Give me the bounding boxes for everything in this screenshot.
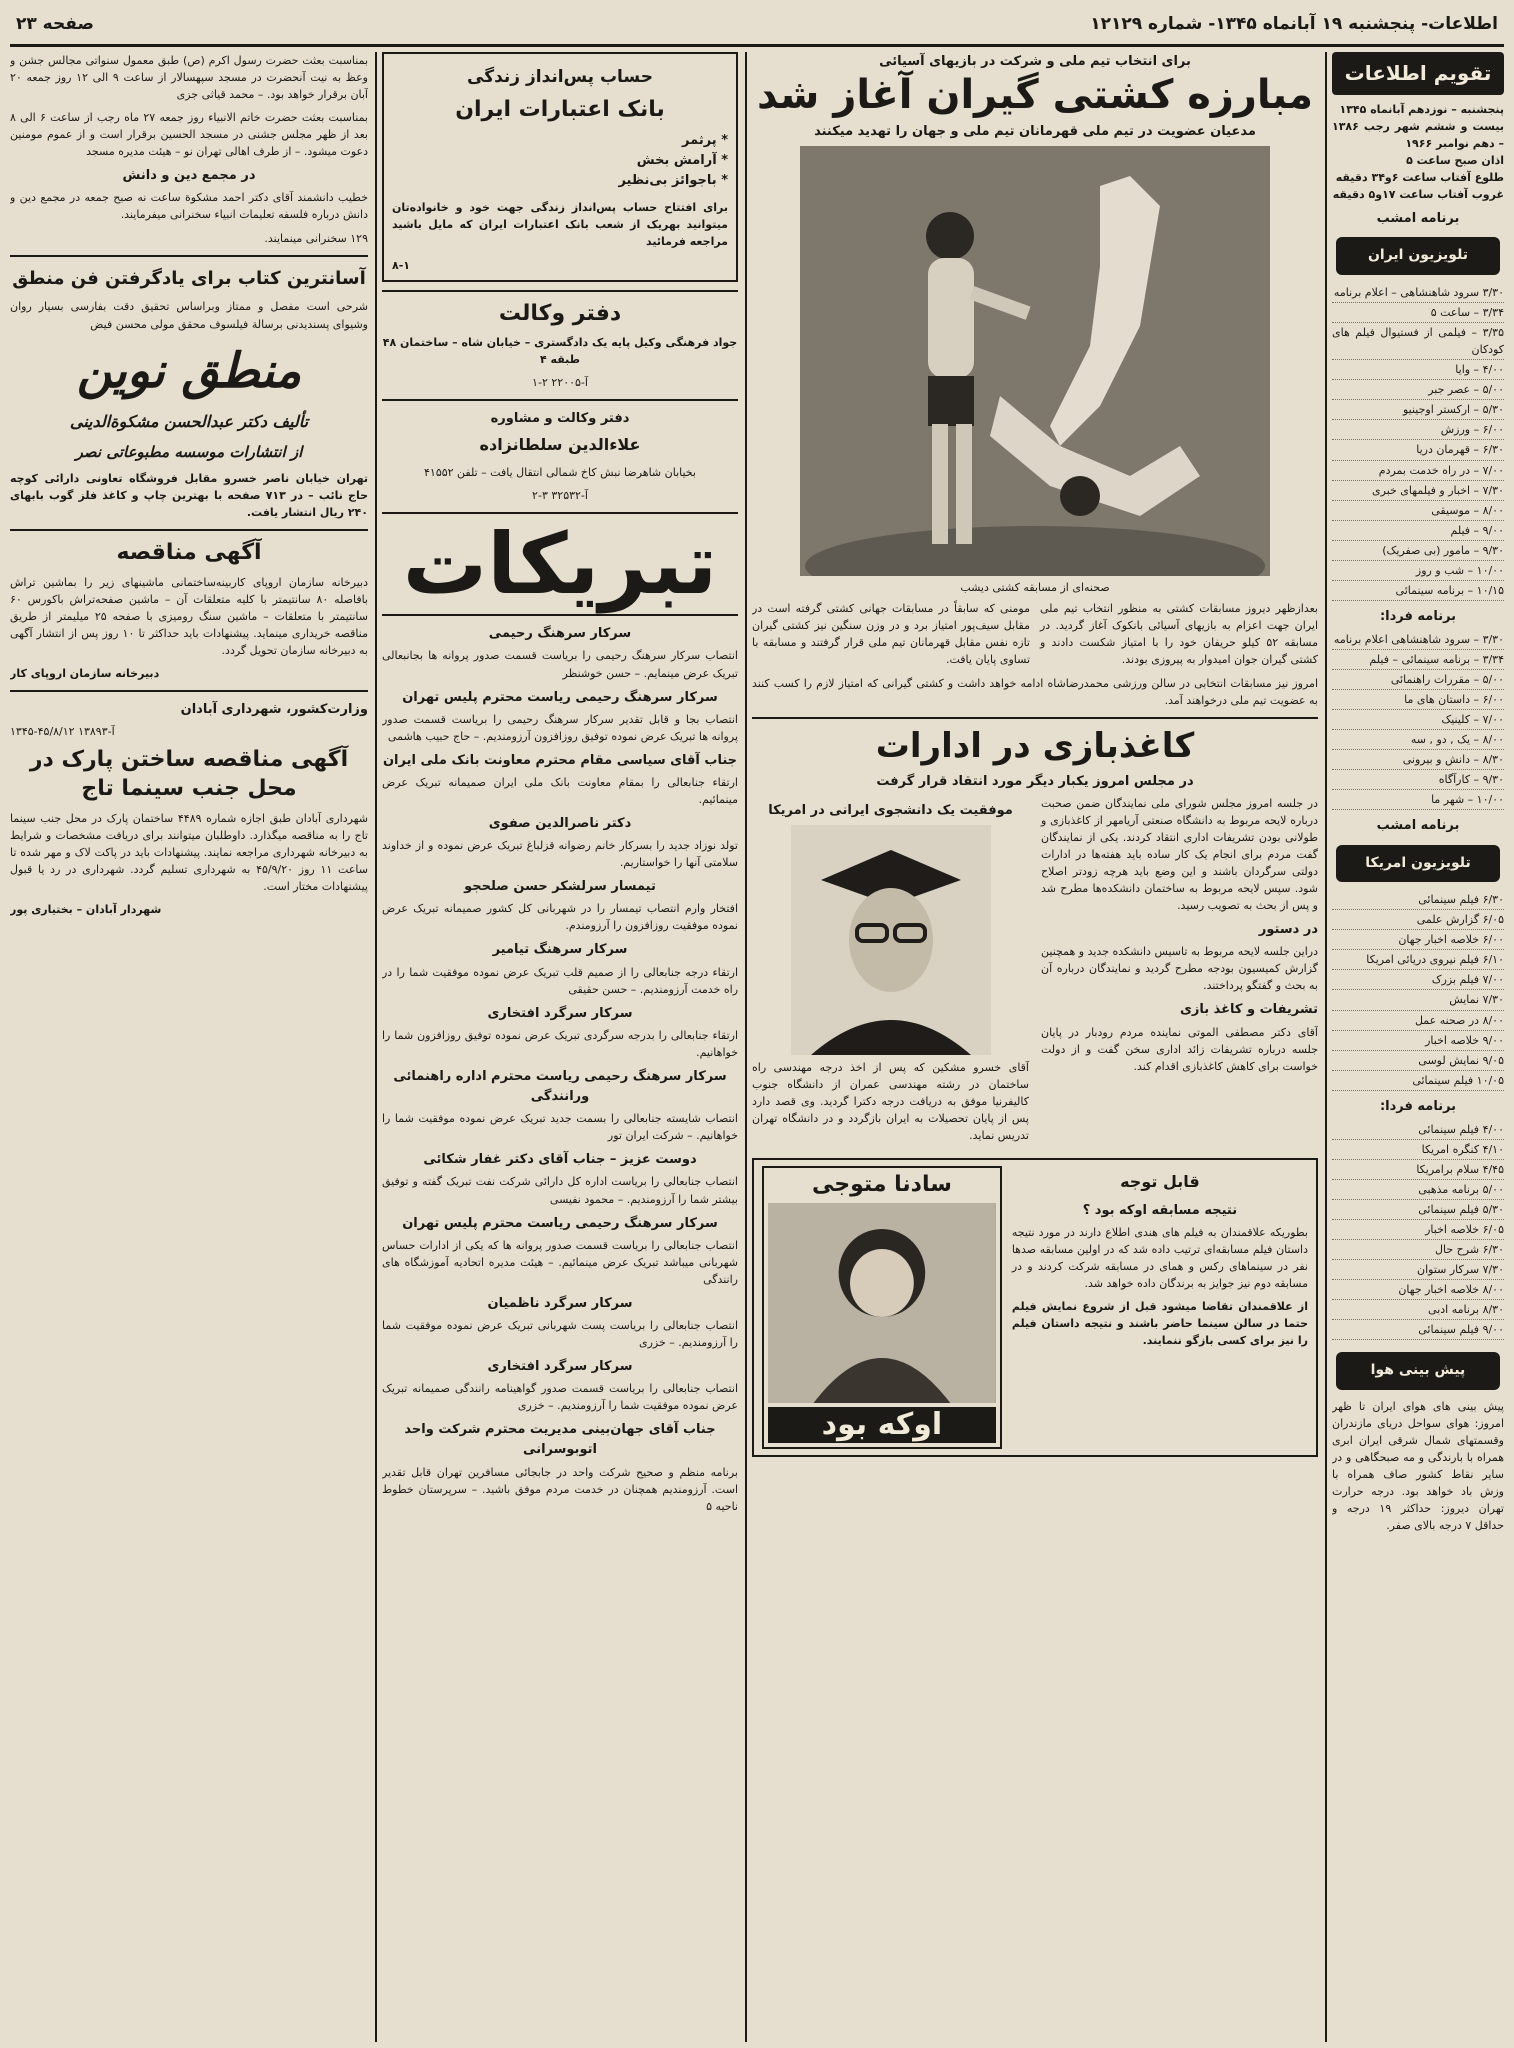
religion-notice-2: بمناسبت بعثت حضرت خاتم الانبیاء روز جمعه ۲۷ ماه رجب از ساعت ۶ الی ۸ بعد از ظهر مجلس جشنی در مسجد الحسین برقرار است و از عموم مومنین دعوت میشود. – از طرف اهالی تهران نو – هیئت مدیره مسجد [10, 111, 368, 159]
film-ad-name: اوکه بود [768, 1407, 996, 1443]
calendar-column [1332, 52, 1504, 2042]
paper-game-headline: کاغذبازی در ادارات [875, 725, 1195, 766]
list-item: ۷/۳۰ نمایش [1332, 990, 1504, 1010]
paper-game-sub2-body: آقای دکتر مصطفی الموتی نماینده مردم رودبار در پایان جلسه درباره تشریفات زائد اداری سخن گفت و از دولت خواست برای کاهش کاغذبازی اقدام کند. [1041, 1025, 1318, 1073]
list-item: ۳/۳۰ سرود شاهنشاهی – اعلام برنامه [1332, 283, 1504, 303]
tender2-ref: آ-۱۳۸۹۳ ۴۵/۸/۱۲-۱۳۴۵ [10, 725, 115, 739]
list-item: ۴/۰۰ – وایا [1332, 360, 1504, 380]
list-item: دکتر ناصرالدین صفوی تولد نوزاد جدید را بسرکار خانم رضوانه قزلباغ تبریک عرض نموده و از خداوند سلامتی آنها را خواستاریم. [382, 816, 738, 870]
paper-game-col-left [752, 795, 1029, 1150]
list-item: ۸/۳۰ – دانش و بیرونی [1332, 750, 1504, 770]
ads-column [382, 52, 738, 2042]
list-item: ۱۰/۰۵ فیلم سینمائی [1332, 1071, 1504, 1091]
list-item: ۱۰/۱۵ – برنامه سینمائی [1332, 581, 1504, 601]
book-name: منطق نوین [76, 342, 302, 399]
list-item: ۹/۰۰ خلاصه اخبار [1332, 1031, 1504, 1051]
lawyer-code2: آ-۳۲۵۳۲ ۳-۲ [532, 489, 588, 503]
list-item: ۵/۳۰ فیلم سینمائی [1332, 1200, 1504, 1220]
list-item: ۵/۰۰ – مقررات راهنمائی [1332, 670, 1504, 690]
list-item: ۷/۳۰ سرکار ستوان [1332, 1260, 1504, 1280]
congrats-title: تبریکات [402, 515, 718, 614]
calendar-date-block: پنجشنبه – نوزدهم آبانماه ۱۳۴۵ بیست و ششم شهر رجب ۱۳۸۶ – دهم نوامبر ۱۹۶۶ اذان صبح ساعت ۵ طلوع آفتاب ساعت ۶و۳۴ دقیقه غروب آفتاب ساعت ۱۷و۵ دقیقه [1332, 103, 1504, 202]
list-item: سرکار سرگرد افتخاری انتصاب جنابعالی را بریاست قسمت صدور گواهینامه رانندگی صمیمانه تبریک عرض نموده موفقیت شما را آرزومندیم. – خزری [382, 1359, 738, 1413]
wrestlers-image [800, 146, 1270, 576]
tender1-title: آگهی مناقصه [116, 540, 262, 566]
section-divider [10, 690, 368, 692]
list-item: ۵/۳۰ – ارکستر اوجینیو [1332, 400, 1504, 420]
iran-tv-tomorrow [1332, 630, 1504, 810]
paper-game-sub1: در دستور [1258, 922, 1318, 938]
list-item: ۸/۳۰ برنامه ادبی [1332, 1300, 1504, 1320]
list-item: ۶/۳۰ – قهرمان دریا [1332, 440, 1504, 460]
tender2-body: شهرداری آبادان طبق اجازه شماره ۴۴۸۹ ساختمان پارک در محل جنب سینما تاج را به مناقصه میگذارد. داوطلبان میتوانند برای دریافت مشخصات و شرایط به دبیرخانه شهرداری مراجعه نمایند. پیشنهادات باید در پاکت لاک و مهر شده تا ساعت ۱۱ روز ۴۵/۹/۲۰ به شهرداری تسلیم گردد. شهرداری در رد یا قبول پیشنهادات مختار است. [10, 811, 368, 893]
section-divider [382, 512, 738, 514]
list-item: ۹/۰۰ فیلم سینمائی [1332, 1320, 1504, 1340]
wrestling-body [752, 600, 1318, 674]
paper-game-col-right [1041, 795, 1318, 1150]
attention-text [1012, 1166, 1308, 1448]
section-divider [10, 255, 368, 257]
tomorrow-title: برنامه فردا: [1379, 608, 1457, 624]
list-item: سرکار سرهنگ تیامیر ارتقاء درجه جنابعالی را از صمیم قلب تبریک عرض نموده موفقیت شما را در راه خدمت آرزومندیم. – حسن حقیقی [382, 942, 738, 996]
lawyer-name2: علاءالدین سلطانزاده [479, 435, 641, 455]
religion-notice-3: خطیب دانشمند آقای دکتر احمد مشکوة ساعت نه صبح جمعه در مجمع دین و دانش درباره فلسفه تعلیمات انبیاء سخنرانی میفرمایند. [10, 191, 368, 222]
wrestling-kicker: برای انتخاب تیم ملی و شرکت در بازیهای آسیائی [879, 54, 1191, 69]
list-item: ۷/۳۰ – اخبار و فیلمهای خبری [1332, 481, 1504, 501]
tender2-org: وزارت‌کشور، شهرداری آبادان [180, 702, 368, 718]
list-item: ۴/۱۰ کنگره امریکا [1332, 1140, 1504, 1160]
list-item: ۴/۰۰ فیلم سینمائی [1332, 1120, 1504, 1140]
list-item: ۸/۰۰ در صحنه عمل [1332, 1011, 1504, 1031]
graduate-portrait [791, 825, 991, 1055]
bank-body: برای افتتاح حساب پس‌انداز زندگی جهت خود و خانواده‌تان میتوانید بهریک از شعب بانک اعتبارات ایران که مایل باشید مراجعه فرمائید [392, 201, 728, 249]
wrestling-text-right: بعدازظهر دیروز مسابقات کشتی به منظور انتخاب تیم ملی ایران جهت اعزام به بازیهای آسیائی بانکوک آغاز گردید. در مسابقه ۵۲ کیلو حریفان خود را با امتیاز شکست دادند و کشتی گیران جوان امیدوار به پیروزی بودند. [1040, 602, 1318, 667]
film-ad [762, 1166, 1002, 1448]
book-body: شرحی است مفصل و ممتاز وبراساس تحقیق دقت بفارسی بسیار روان وشیوای پسندیدنی برسالة فیلسوف محقق مولی محسن فیض [10, 300, 368, 331]
section-divider [382, 399, 738, 401]
film-ad-title: سادنا متوجی [811, 1172, 952, 1198]
tender2-title: آگهی مناقصه ساختن پارک در محل جنب سینما تاج [29, 747, 349, 801]
bank-code: ۸-۱ [392, 258, 410, 272]
list-item: ۹/۳۰ – کارآگاه [1332, 770, 1504, 790]
list-item: سرکار سرهنگ رحیمی انتصاب سرکار سرهنگ رحیمی را بریاست قسمت صدور پروانه ها بجانبعالی تبریک عرض مینمایم. – حسن خوشنظر [382, 626, 738, 680]
list-item: جناب آقای سیاسی مقام محترم معاونت بانک ملی ایران ارتقاء جنابعالی را بمقام معاونت بانک ملی ایران صمیمانه تبریک عرض مینمائیم. [382, 752, 738, 806]
tonight-title: برنامه امشب [1376, 211, 1460, 227]
list-item: ۳/۳۰ – سرود شاهنشاهی اعلام برنامه [1332, 630, 1504, 650]
list-item: ۶/۱۰ فیلم نیروی دریائی امریکا [1332, 950, 1504, 970]
religion-sub: در مجمع دین و دانش [122, 168, 256, 184]
bank-bullets: * پرثمر * آرامش بخش * باجوائز بی‌نظیر [618, 132, 728, 189]
student-body: آقای خسرو مشکین که پس از اخذ درجه مهندسی راه ساختمان در رشته مهندسی عمران از دانشگاه جنوب کالیفرنیا موفق به دریافت درجه دکترا گردید. وی قصد دارد پس از پایان تحصیلات به ایران بازگردد و در دانشگاه تهران تدریس نماید. [752, 1060, 1029, 1143]
wrestling-text-left: مومنی که سابقاً در مسابقات جهانی کشتی گرفته است در مقابل سیف‌پور امتیاز برد و در وزن سنگین نیز کشتی گیران تازه نفس مقابل قهرمانان تیم ملی قرار گرفتند و مسابقه با تساوی پایان یافت. [752, 602, 1030, 667]
list-item: ۸/۰۰ خلاصه اخبار جهان [1332, 1280, 1504, 1300]
list-item: ۹/۳۰ – مامور (بی صفریک) [1332, 541, 1504, 561]
list-item: ۷/۰۰ – کلینیک [1332, 710, 1504, 730]
column-divider [375, 52, 377, 2042]
bank-ad [382, 52, 738, 282]
notices-column [10, 52, 368, 2042]
list-item: سرکار سرگرد ناظمیان انتصاب جنابعالی را بریاست پست شهربانی تبریک عرض نموده موفقیت شما را آرزومندیم. – خزری [382, 1295, 738, 1350]
header-issue: اطلاعات- پنجشنبه ۱۹ آبانماه ۱۳۴۵- شماره ۱۲۱۲۹ [1090, 14, 1498, 34]
paper-game-columns [752, 795, 1318, 1150]
weather-logo: پیش بینی هوا [1336, 1352, 1500, 1390]
paper-game-body: در جلسه امروز مجلس شورای ملی نمایندگان ضمن صحبت درباره لایحه مربوط به دانشگاه صنعتی آریامهر از کاغذبازی و طولانی بودن تشریفات اداری انتقاد کردند. یکی از نمایندگان گفت مردم برای انجام یک کار ساده باید هفته‌ها در ادارات دولتی سرگردان باشند و این وضع باید هرچه زودتر اصلاح شود. سپس لایحه مربوط به ساختمان دانشکده‌ها مطرح شد و پس از بحث به تصویب رسید. [1041, 796, 1318, 913]
list-item: ۵/۰۰ برنامه مذهبی [1332, 1180, 1504, 1200]
paper-game-lead: در مجلس امروز یکبار دیگر مورد انتقاد قرار گرفت [876, 773, 1194, 789]
student-photo [791, 825, 991, 1055]
religion-notice-3b: ۱۲۹ سخنرانی مینمایند. [264, 231, 368, 245]
list-item: سرکار سرهنگ رحیمی ریاست محترم پلیس تهران انتصاب جنابعالی را بریاست قسمت صدور پروانه ها که یکی از ادارات حساس شهربانی میباشد تبریک عرض مینمائیم. – هیئت مدیره اتحادیه آموزشگاه های رانندگی [382, 1215, 738, 1286]
header-rule [10, 44, 1504, 47]
list-item: ۶/۰۵ خلاصه اخبار [1332, 1220, 1504, 1240]
us-tv-logo: تلویزیون امریکا [1336, 845, 1500, 883]
us-tv-tomorrow [1332, 1120, 1504, 1341]
list-item: سرکار سرهنگ رحیمی ریاست محترم پلیس تهران انتصاب بجا و قابل تقدیر سرکار سرهنگ رحیمی را بریاست قسمت صدور پروانه ها تبریک عرض نموده توفیق روزافزون آرزومندیم. – حاج حبیب هاشمی [382, 689, 738, 743]
tender1-body: دبیرخانه سازمان اروپای کاربینه‌ساختمانی ماشینهای زیر را بماشین تراش بافاصله ۸۰ سانتیمتر با کلیه متعلقات آن – ماشین صفحه‌تراش باکورس ۶۰ سانتیمتر با متعلقات – ماشین سنگ رومیزی با صفحه ۲۵ میلیمتر از طریق مناقصه خریداری مینماید. پیشنهادات باید حداکثر تا ۱۰ روز پس از انتشار آگهی به دبیرخانه سازمان تحویل گردد. [10, 575, 368, 658]
attention-note: از علاقمندان تقاضا میشود قبل از شروع نمایش فیلم حتما در سالن سینما حاضر باشند و نتیجه داستان فیلم را نیز برای کسی بازگو ننمایند. [1011, 1300, 1308, 1348]
section-divider [10, 529, 368, 531]
list-item: ۹/۰۰ – فیلم [1332, 521, 1504, 541]
section-divider [382, 614, 738, 616]
list-item: ۸/۰۰ – یک , دو , سه [1332, 730, 1504, 750]
list-item: ۸/۰۰ – موسیقی [1332, 501, 1504, 521]
film-ad-photo [768, 1203, 996, 1403]
list-item: ۶/۰۰ خلاصه اخبار جهان [1332, 930, 1504, 950]
list-item: ۳/۳۵ – فیلمی از فستیوال فیلم های کودکان [1332, 323, 1504, 360]
list-item: ۱۰/۰۰ – شب و روز [1332, 561, 1504, 581]
book-title: آسانترین کتاب برای یادگرفتن فن منطق [12, 267, 366, 289]
list-item: ۷/۰۰ فیلم بزرک [1332, 970, 1504, 990]
wrestling-deck: مدعیان عضویت در تیم ملی قهرمانان تیم ملی و جهان را تهدید میکنند [814, 124, 1256, 140]
student-title: موفقیت یک دانشجوی ایرانی در امریکا [768, 802, 1013, 818]
lawyer-text2: بخیابان شاهرضا نبش کاخ شمالی انتقال یافت – تلفن ۴۱۵۵۲ [424, 466, 696, 480]
attention-title: قابل توجه [1120, 1172, 1200, 1192]
wrestling-photo [800, 146, 1270, 576]
section-divider [382, 290, 738, 292]
us-tv-schedule [1332, 890, 1504, 1090]
list-item: تیمسار سرلشکر حسن صلحجو افتخار وارم انتصاب تیمسار را در شهربانی کل کشور صمیمانه تبریک عرض نموده موفقیت روزافزون را آرزومندم. [382, 879, 738, 933]
list-item: ۵/۰۰ – عصر جبر [1332, 380, 1504, 400]
list-item: ۷/۰۰ – در راه خدمت بمردم [1332, 461, 1504, 481]
list-item: ۳/۳۴ – ساعت ۵ [1332, 303, 1504, 323]
calendar-masthead: تقویم اطلاعات [1332, 52, 1504, 95]
list-item: ۶/۰۰ – ورزش [1332, 420, 1504, 440]
list-item: ۶/۳۰ شرح حال [1332, 1240, 1504, 1260]
tonight2-title: برنامه امشب [1376, 818, 1460, 834]
list-item: دوست عزیز – جناب آقای دکتر غفار شکائی انتصاب جنابعالی را بریاست اداره کل دارائی شرکت نفت تبریک گفته و توفیق بیشتر شما را آرزومندیم. – محمود نفیسی [382, 1152, 738, 1206]
lawyer-text: جواد فرهنگی وکیل پایه یک دادگستری – خیابان شاه – ساختمان ۴۸ طبقه ۴ [382, 336, 738, 367]
attention-box [752, 1158, 1318, 1456]
lawyer-title: دفتر وکالت [498, 300, 622, 326]
list-item: سرکار سرهنگ رحیمی ریاست محترم اداره راهنمائی ورانندگی انتصاب شایسته جنابعالی را بسمت جدید تبریک عرض نموده موفقیت شما را خواهانیم. – شرکت ایران تور [382, 1068, 738, 1143]
paper-game-sub2: تشریفات و کاغذ بازی [1179, 1002, 1318, 1018]
list-item: ۱۰/۰۰ – شهر ما [1332, 790, 1504, 810]
list-item: ۳/۳۴ – برنامه سینمائی – فیلم [1332, 650, 1504, 670]
iran-tv-logo: تلویزیون ایران [1336, 237, 1500, 275]
book-author: تألیف دکتر عبدالحسن مشکوة‌الدینی [69, 412, 309, 432]
attention-body: بطوریکه علاقمندان به فیلم های هندی اطلاع دارند در مورد نتیجه داستان فیلم مسابقه‌ای ترتیب داده شد که در اولین مسابقه صدها نفر در سینماهای رکس و همای در مسابقه شرکت کردند و در مسابقه دوم نیز جوایز به برندگان داده خواهد شد. [1011, 1226, 1308, 1291]
tender1-sign: دبیرخانه سازمان اروپای کار [10, 667, 160, 681]
paper-game-sub1-body: دراین جلسه لایحه مربوط به تاسیس دانشکده جدید و همچنین گزارش کمیسیون بودجه مطرح گردید و نمایندگان درباره آن به بحث و گفتگو پرداختند. [1041, 945, 1318, 993]
weather-text: پیش بینی های هوای ایران تا ظهر امروز: هوای سواحل دریای مازندران وقسمتهای شمال شرقی ایران ابری همراه با بارندگی و مه صبحگاهی و در سایر نقاط کشور صاف همراه با وزش باد خواهد بود. درجه حرارت تهران دیروز: حداکثر ۱۹ درجه و حداقل ۷ درجه بالای صفر. [1332, 1400, 1504, 1533]
page-header [10, 8, 1504, 44]
congrats-list [382, 624, 738, 1514]
wrestling-caption: صحنه‌ای از مسابقه کشتی دیشب [960, 581, 1110, 595]
book-publisher: از انتشارات موسسه مطبوعاتی نصر [75, 442, 303, 461]
tomorrow2-title: برنامه فردا: [1379, 1098, 1457, 1114]
lawyer-code: آ-۲۲۰۰۵ ۲-۱ [532, 376, 588, 390]
iran-tv-schedule [1332, 283, 1504, 601]
list-item: ۹/۰۵ نمایش لوسی [1332, 1051, 1504, 1071]
attention-question: نتیجه مسابقه اوکه بود ؟ [1082, 1203, 1238, 1219]
bank-title1: حساب پس‌انداز زندگی [467, 67, 653, 87]
bank-title2: بانک اعتبارات ایران [455, 97, 665, 123]
news-column [752, 52, 1318, 2042]
wrestling-headline: مبارزه کشتی گیران آغاز شد [756, 72, 1314, 119]
column-divider [745, 52, 747, 2042]
tender2-sign: شهردار آبادان – بختیاری پور [10, 902, 162, 916]
book-address: تهران خیابان ناصر خسرو مقابل فروشگاه تعاونی دارائی کوچه حاج نائب – در ۷۱۳ صفحه با بهترین چاپ و کاغذ فلز گوب بابهای ۲۴۰ ریال انتشار یافت. [10, 472, 368, 520]
lawyer-title2: دفتر وکالت و مشاوره [490, 411, 630, 427]
list-item: ۶/۳۰ فیلم سینمائی [1332, 890, 1504, 910]
header-page-number: صفحه ۲۳ [16, 14, 94, 34]
list-item: ۶/۰۰ – داستان های ما [1332, 690, 1504, 710]
list-item: جناب آقای جهان‌بینی مدیریت محترم شرکت واحد اتوبوسرانی برنامه منظم و صحیح شرکت واحد در جابجائی مسافرین تهران قابل تقدیر است. آرزومندیم همچنان در خدمت مردم موفق باشید. – سرپرستان خطوط ناحیه ۵ [382, 1422, 738, 1513]
list-item: ۶/۰۵ گزارش علمی [1332, 910, 1504, 930]
religion-notice-1: بمناسبت بعثت حضرت رسول اکرم (ص) طبق معمول سنواتی مجالس جشن و وعظ به نیت آنحضرت در مسجد سپهسالار از ساعت ۹ الی ۱۲ روز جمعه ۲۰ آبان برقرار خواهد بود. – محمد قیاثی جزی [10, 54, 368, 102]
list-item: ۴/۴۵ سلام برامریکا [1332, 1160, 1504, 1180]
actress-image [768, 1203, 996, 1403]
column-divider [1325, 52, 1327, 2042]
wrestling-text-bottom: امروز نیز مسابقات انتخابی در سالن ورزشی محمدرضاشاه ادامه خواهد داشت و کشتی گیرانی که امتیاز لازم را کسب کنند به عضویت تیم ملی درخواهند آمد. [752, 676, 1318, 707]
section-divider [752, 717, 1318, 719]
list-item: سرکار سرگرد افتخاری ارتقاء جنابعالی را بدرجه سرگردی تبریک عرض نموده توفیق روزافزون شما را خواهانیم. [382, 1005, 738, 1059]
